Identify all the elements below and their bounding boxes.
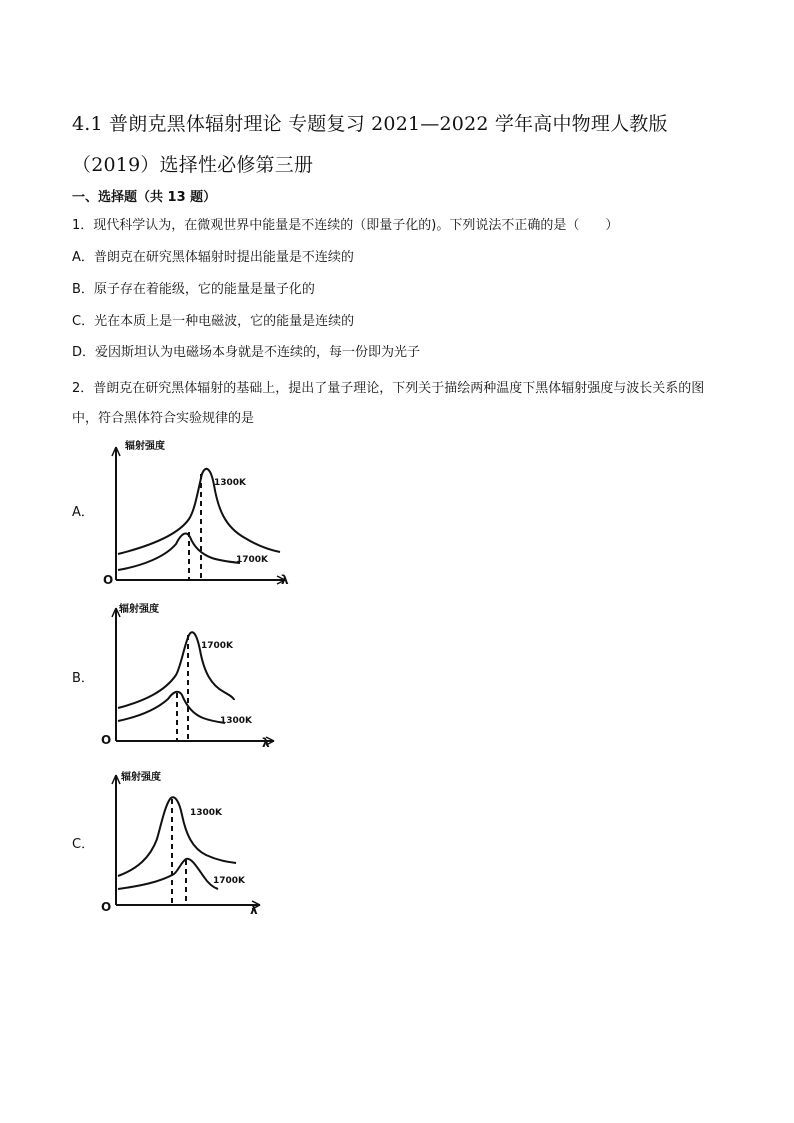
graph-a-y-axis-label: 辐射强度: [125, 441, 165, 452]
graph-a-origin-label: O: [103, 573, 114, 587]
option-label-a: A．: [72, 505, 94, 520]
graph-c-x-axis-label: λ: [250, 903, 258, 917]
option-label-c: C．: [72, 837, 95, 852]
graph-b-y-axis-label: 辐射强度: [119, 604, 159, 615]
option-label-b: B．: [72, 671, 94, 686]
question-1-option-c: C．光在本质上是一种电磁波，它的能量是连续的: [72, 314, 355, 329]
graph-b-svg: [100, 604, 295, 749]
question-1-option-b: B．原子存在着能级，它的能量是量子化的: [72, 282, 315, 297]
graph-b-small-curve: [118, 692, 225, 723]
question-1-option-a: A．普朗克在研究黑体辐射时提出能量是不连续的: [72, 250, 354, 265]
question-2-text: 2．普朗克在研究黑体辐射的基础上，提出了量子理论，下列关于描绘两种温度下黑体辐射强度与波长关系的图中，符合黑体符合实验规律的是: [72, 381, 705, 426]
blackbody-graph-c: [100, 772, 295, 917]
graph-c-small-curve: [118, 859, 218, 889]
graph-a-small-curve-label: 1700K: [236, 555, 269, 565]
question-1-text: 1．现代科学认为，在微观世界中能量是不连续的（即量子化的)。下列说法不正确的是（ ）: [72, 218, 619, 233]
graph-c-large-curve-label: 1300K: [190, 808, 223, 818]
graph-c-origin-label: O: [101, 900, 112, 914]
graph-a-small-curve: [118, 533, 240, 570]
graph-a-x-axis-label: λ: [281, 573, 289, 587]
blackbody-graph-a: [100, 440, 295, 585]
graph-b-origin-label: O: [101, 733, 112, 747]
graph-b-small-curve-label: 1300K: [220, 716, 253, 726]
graph-a-large-curve: [118, 469, 280, 554]
question-1-option-d: D．爱因斯坦认为电磁场本身就是不连续的，每一份即为光子: [72, 345, 421, 360]
graph-c-svg: [100, 772, 295, 917]
graph-b-x-axis-label: λ: [262, 736, 270, 750]
document-title: 4.1 普朗克黑体辐射理论 专题复习 2021—2022 学年高中物理人教版（2019）选择性必修第三册: [72, 113, 668, 176]
graph-a-large-curve-label: 1300K: [214, 478, 247, 488]
blackbody-graph-b: [100, 604, 295, 749]
graph-c-y-axis-label: 辐射强度: [121, 772, 161, 783]
graph-c-small-curve-label: 1700K: [213, 876, 246, 886]
graph-b-large-curve-label: 1700K: [201, 641, 234, 651]
section-heading: 一、选择题（共 13 题）: [72, 190, 217, 205]
